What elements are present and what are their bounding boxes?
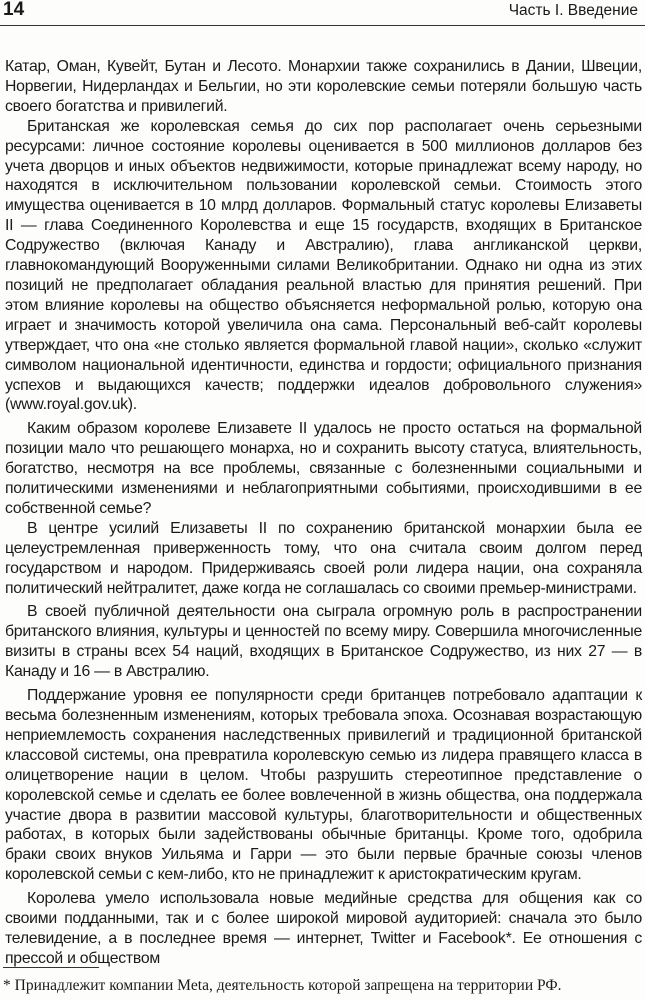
page-number: 14	[3, 0, 25, 20]
header-rule	[0, 25, 645, 26]
paragraph: Каким образом королеве Елизавете II удалось не просто остаться на формальной позиции мало что решающего монарха, но и сохранить высоту статуса, влиятельность, богатство, несмотря на все проблемы, связанные с болезненными социальными и политическими изменениями и неблагоприятными событиями, происходившими в ее собственной семье?	[5, 420, 642, 517]
paragraph: Поддержание уровня ее популярности среди британцев потребовало адаптации к весьма болезненным изменениям, которых требовала эпоха. Осознавая возрастающую неприемлемость сохранения наследственных привилегий и традиционной британской классовой системы, она превратила королевскую семью из лидера правящего класса в олицетворение нации в целом. Чтобы разрушить стереотипное представление о королевской семье и сделать ее более вовлеченной в жизнь общества, она поддержала участие двора в развитии массовой культуры, благотворительности и общественных работах, в которых были задействованы обычные британцы. Кроме того, одобрила браки своих внуков Уильяма и Гарри — это были первые брачные союзы членов королевской семьи с кем-либо, кто не принадлежит к аристократическим кругам.	[5, 687, 642, 884]
body-text	[5, 57, 642, 969]
paragraph: Катар, Оман, Кувейт, Бутан и Лесото. Монархии также сохранились в Дании, Швеции, Норвегии, Нидерландах и Бельгии, но эти королевские семьи потеряли большую часть своего богатства и привилегий.	[5, 58, 642, 115]
footnote-rule	[3, 967, 99, 968]
paragraph: Британская же королевская семья до сих пор располагает очень серьезными ресурсами: личное состояние королевы оценивается в 500 миллионов долларов без учета дворцов и иных объектов недвижимости, которые принадлежат всему народу, но находятся в исключительном пользовании королевской семьи. Стоимость этого имущества оценивается в 10 млрд долларов. Формальный статус королевы Елизаветы II — глава Соединенного Королевства и еще 15 государств, входящих в Британское Содружество (включая Канаду и Австралию), глава англиканской церкви, главнокомандующий Вооруженными силами Великобритании. Однако ни одна из этих позиций не предполагает обладания реальной властью для принятия решений. При этом влияние королевы на общество объясняется неформальной ролью, которую она играет и значимость которой увеличила она сама. Персональный веб-сайт королевы утверждает, что она «не столько является формальной главой нации», сколько «служит символом национальной идентичности, единства и гордости; официального признания успехов и выдающихся качеств; поддержки идеалов добровольного служения» (www.royal.gov.uk).	[5, 117, 642, 414]
page-header	[0, 0, 645, 22]
paragraph: Королева умело использовала новые медийные средства для общения как со своими подданными, так и с более широкой мировой аудиторией: сначала это было телевидение, а в последнее время — интернет, Twitter и Facebook*. Ее отношения с прессой и обществом	[5, 890, 642, 967]
paragraph: В своей публичной деятельности она сыграла огромную роль в распространении британского влияния, культуры и ценностей по всему миру. Совершила многочисленные визиты в страны всех 54 наций, входящих в Британское Содружество, из них 27 — в Канаду и 16 — в Австралию.	[5, 603, 642, 681]
paragraph: В центре усилий Елизаветы II по сохранению британской монархии была ее целеустремленная приверженность тому, что она считала своим долгом перед государством и народом. Придерживаясь своей роли лидера нации, она сохраняла политический нейтралитет, даже когда не соглашалась со своими премьер-министрами.	[5, 519, 642, 597]
running-head: Часть I. Введение	[508, 2, 638, 19]
footnote: * Принадлежит компании Meta, деятельность которой запрещена на территории РФ.	[3, 977, 562, 994]
